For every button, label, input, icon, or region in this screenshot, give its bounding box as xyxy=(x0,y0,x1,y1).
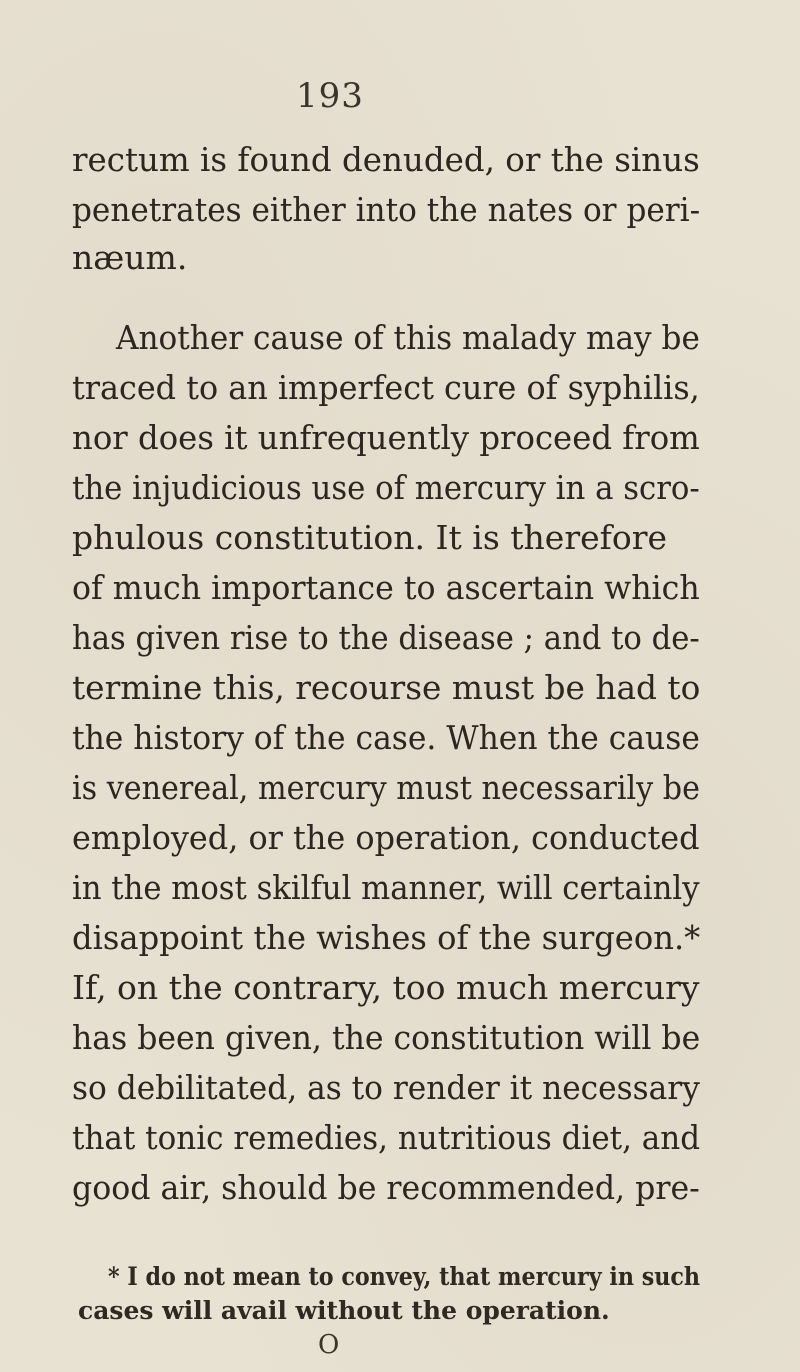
text-line: of much importance to ascertain which xyxy=(72,568,700,607)
text-line: has been given, the constitution will be xyxy=(72,1018,701,1057)
text-line: has given rise to the disease ; and to de- xyxy=(72,618,700,657)
text-line: Another cause of this malady may be xyxy=(116,318,700,357)
text-line: the injudicious use of mercury in a scro- xyxy=(72,468,700,507)
text-line: so debilitated, as to render it necessary xyxy=(72,1068,700,1107)
text-line: employed, or the operation, conducted xyxy=(72,818,700,857)
text-line: good air, should be recommended, pre- xyxy=(72,1168,700,1207)
text-line: If, on the contrary, too much mercury xyxy=(72,968,700,1007)
text-line: penetrates either into the nates or peri- xyxy=(72,190,701,229)
text-line: næum. xyxy=(72,238,188,277)
text-line: nor does it unfrequently proceed from xyxy=(72,418,700,457)
text-line: the history of the case. When the cause xyxy=(72,718,700,757)
text-line: disappoint the wishes of the surgeon.* xyxy=(72,918,701,957)
text-line: is venereal, mercury must necessarily be xyxy=(72,768,700,807)
text-line: in the most skilful manner, will certainly xyxy=(72,868,700,907)
page-number: 193 xyxy=(296,76,364,116)
text-line: that tonic remedies, nutritious diet, and xyxy=(72,1118,701,1157)
text-line: termine this, recourse must be had to xyxy=(72,668,701,707)
text-line: traced to an imperfect cure of syphilis, xyxy=(72,368,700,407)
footnote-line: cases will avail without the operation. xyxy=(78,1296,610,1325)
signature-mark: O xyxy=(318,1330,340,1360)
text-line: rectum is found denuded, or the sinus xyxy=(72,140,700,179)
footnote-line: * I do not mean to convey, that mercury in such xyxy=(108,1262,701,1291)
text-line: phulous constitution. It is therefore xyxy=(72,518,668,557)
